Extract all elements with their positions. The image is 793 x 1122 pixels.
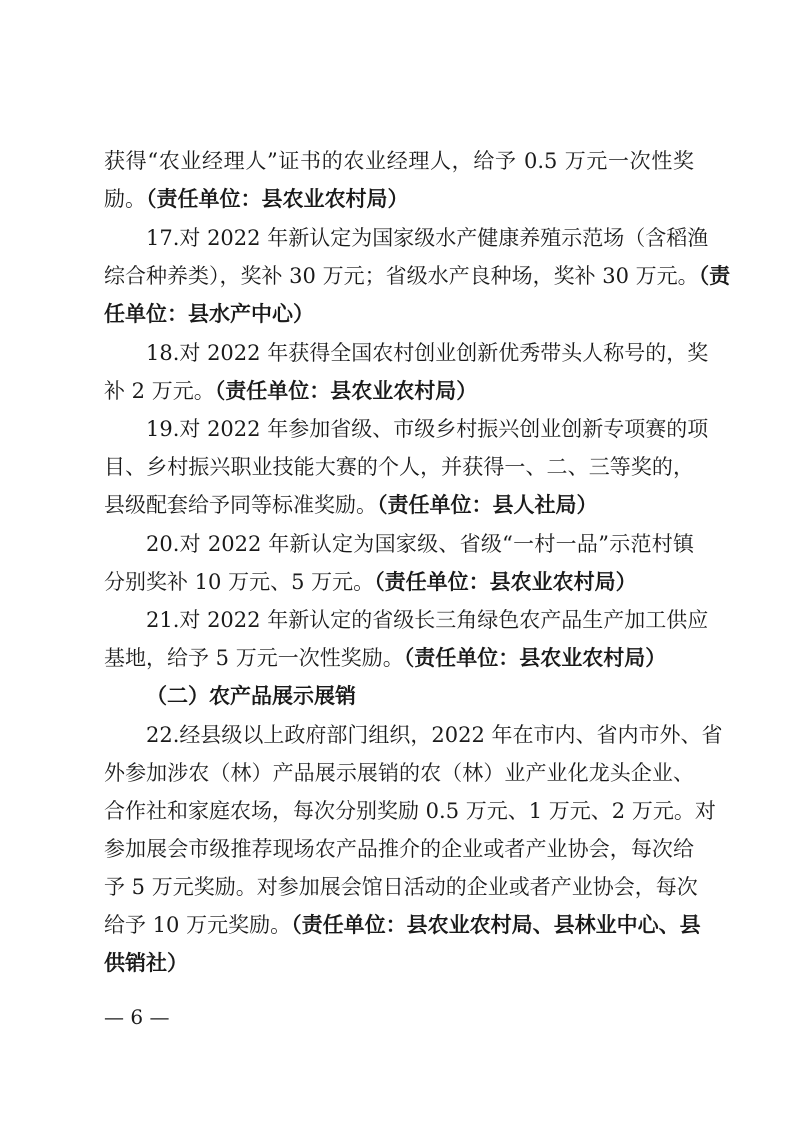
responsible-unit: （责 [698,263,731,288]
text: 目、乡村振兴职业技能大赛的个人，并获得一、二、三等奖的， [104,455,694,479]
paragraph-16-line-1 [104,146,694,176]
text: 21.对 2022 年新认定的省级长三角绿色农产品生产加工供应 [146,608,709,632]
text: 合作社和家庭农场，每次分别奖励 0.5 万元、1 万元、2 万元。对 [104,799,716,823]
text: 获得“农业经理人”证书的农业经理人，给予 0.5 万元一次性奖 [104,149,694,173]
paragraph-19-line-1 [146,414,709,444]
paragraph-20-line-1 [146,529,694,559]
responsible-unit: 供销社） [104,950,188,975]
paragraph-22-line-7 [104,948,694,978]
paragraph-22-line-4 [104,834,694,864]
heading-text: （二）农产品展示展销 [146,683,356,708]
paragraph-22-line-1 [146,720,723,750]
paragraph-17-line-2 [104,261,731,291]
paragraph-20-line-2 [104,567,694,597]
paragraph-18-line-2 [104,376,694,406]
paragraph-21-line-2 [104,643,694,673]
paragraph-21-line-1 [146,605,709,635]
paragraph-18-line-1 [146,338,709,368]
responsible-unit: （责任单位：县农业农村局） [146,186,409,211]
paragraph-22-line-5 [104,872,698,902]
text: 县级配套给予同等标准奖励。 [104,493,377,517]
responsible-unit: （责任单位：县农业农村局） [403,645,667,670]
text: 补 2 万元。 [104,379,215,403]
text: 17.对 2022 年新认定为国家级水产健康养殖示范场（含稻渔 [146,226,709,250]
text: 综合种养类），奖补 30 万元；省级水产良种场，奖补 30 万元。 [104,264,699,288]
text: 19.对 2022 年参加省级、市级乡村振兴创业创新专项赛的项 [146,417,709,441]
text: 外参加涉农（林）产品展示展销的农（林）业产业化龙头企业、 [104,761,694,785]
text: 予 5 万元奖励。对参加展会馆日活动的企业或者产业协会，每次 [104,875,698,899]
text: 给予 10 万元奖励。 [104,913,292,937]
paragraph-16-line-2 [104,184,694,214]
text: 励。 [104,187,146,211]
paragraph-17-line-1 [146,223,709,253]
paragraph-17-line-3 [104,299,694,329]
paragraph-19-line-3 [104,490,694,520]
paragraph-19-line-2 [104,452,694,482]
paragraph-22-line-3 [104,796,716,826]
text: 参加展会市级推荐现场农产品推介的企业或者产业协会，每次给 [104,837,694,861]
paragraph-22-line-6 [104,910,701,940]
responsible-unit: （责任单位：县农业农村局、县林业中心、县 [291,912,701,937]
responsible-unit: 任单位：县水产中心） [104,301,314,326]
responsible-unit: （责任单位：县农业农村局） [214,378,478,403]
text: 基地，给予 5 万元一次性奖励。 [104,646,404,670]
responsible-unit: （责任单位：县农业农村局） [374,569,637,594]
text: 分别奖补 10 万元、5 万元。 [104,570,375,594]
text: 20.对 2022 年新认定为国家级、省级“一村一品”示范村镇 [146,532,694,556]
responsible-unit: （责任单位：县人社局） [377,492,598,517]
section-heading [146,681,736,711]
text: 18.对 2022 年获得全国农村创业创新优秀带头人称号的，奖 [146,341,709,365]
paragraph-22-line-2 [104,758,694,788]
page-number: — 6 — [104,1005,170,1029]
text: 22.经县级以上政府部门组织，2022 年在市内、省内市外、省 [146,723,723,747]
